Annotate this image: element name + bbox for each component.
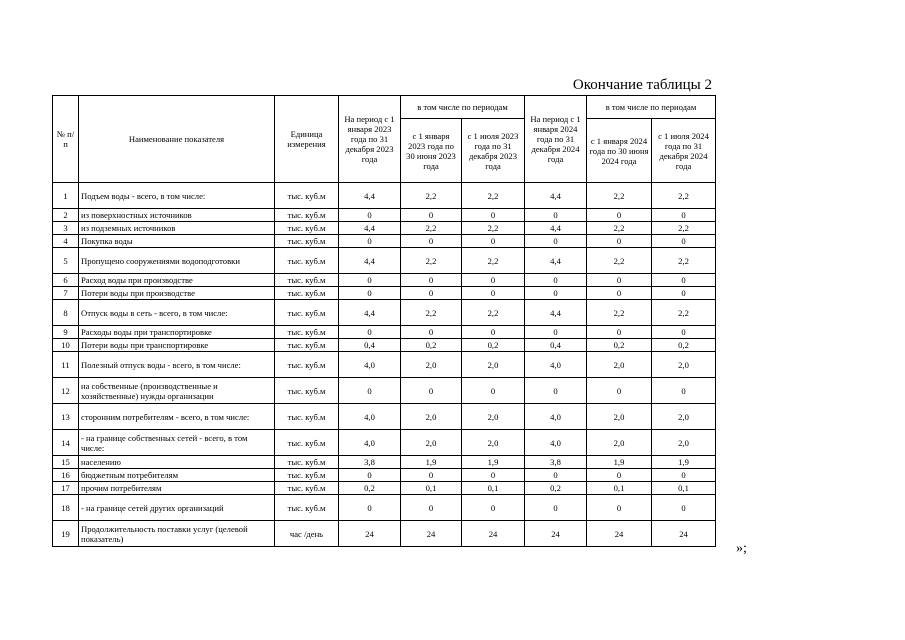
table-row bbox=[53, 287, 716, 300]
header-num: № п/п bbox=[53, 96, 79, 183]
header-incl-2023: в том числе по периодам bbox=[401, 96, 525, 119]
value-cell: 1,9 bbox=[462, 456, 525, 469]
value-cell: 4,4 bbox=[339, 300, 401, 326]
value-cell: 2,0 bbox=[587, 352, 652, 378]
table-row bbox=[53, 495, 716, 521]
table-row bbox=[53, 521, 716, 547]
value-cell: 0 bbox=[525, 378, 587, 404]
value-cell: 0,1 bbox=[587, 482, 652, 495]
row-number: 15 bbox=[53, 456, 79, 469]
value-cell: 4,4 bbox=[339, 248, 401, 274]
table-row bbox=[53, 326, 716, 339]
value-cell: 0 bbox=[652, 274, 716, 287]
row-number: 2 bbox=[53, 209, 79, 222]
row-number: 18 bbox=[53, 495, 79, 521]
value-cell: 0 bbox=[587, 274, 652, 287]
value-cell: 2,2 bbox=[652, 183, 716, 209]
unit-cell: тыс. куб.м bbox=[275, 469, 339, 482]
row-number: 8 bbox=[53, 300, 79, 326]
indicator-name: из подземных источников bbox=[79, 222, 275, 235]
indicator-name: населению bbox=[79, 456, 275, 469]
value-cell: 2,2 bbox=[587, 183, 652, 209]
header-period-2023: На период с 1 января 2023 года по 31 декабря 2023 года bbox=[339, 96, 401, 183]
value-cell: 0 bbox=[401, 287, 462, 300]
value-cell: 0 bbox=[462, 287, 525, 300]
value-cell: 0 bbox=[401, 378, 462, 404]
header-h2-2023: с 1 июля 2023 года по 31 декабря 2023 года bbox=[462, 119, 525, 183]
value-cell: 3,8 bbox=[339, 456, 401, 469]
value-cell: 4,4 bbox=[525, 248, 587, 274]
value-cell: 24 bbox=[401, 521, 462, 547]
value-cell: 0 bbox=[401, 274, 462, 287]
table-row bbox=[53, 209, 716, 222]
row-number: 13 bbox=[53, 404, 79, 430]
unit-cell: тыс. куб.м bbox=[275, 209, 339, 222]
value-cell: 0 bbox=[401, 469, 462, 482]
value-cell: 0 bbox=[401, 495, 462, 521]
unit-cell: тыс. куб.м bbox=[275, 352, 339, 378]
value-cell: 3,8 bbox=[525, 456, 587, 469]
value-cell: 0,2 bbox=[462, 339, 525, 352]
value-cell: 4,4 bbox=[525, 183, 587, 209]
value-cell: 0,4 bbox=[339, 339, 401, 352]
header-period-2024: На период с 1 января 2024 года по 31 декабря 2024 года bbox=[525, 96, 587, 183]
value-cell: 0 bbox=[525, 469, 587, 482]
value-cell: 0,2 bbox=[587, 339, 652, 352]
value-cell: 0 bbox=[587, 326, 652, 339]
value-cell: 0 bbox=[339, 469, 401, 482]
value-cell: 0 bbox=[525, 209, 587, 222]
value-cell: 2,2 bbox=[462, 248, 525, 274]
unit-cell: тыс. куб.м bbox=[275, 274, 339, 287]
header-h1-2023: с 1 января 2023 года по 30 июня 2023 года bbox=[401, 119, 462, 183]
value-cell: 2,0 bbox=[462, 430, 525, 456]
value-cell: 0 bbox=[462, 495, 525, 521]
unit-cell: тыс. куб.м bbox=[275, 248, 339, 274]
table-row bbox=[53, 222, 716, 235]
value-cell: 24 bbox=[525, 521, 587, 547]
value-cell: 0,4 bbox=[525, 339, 587, 352]
row-number: 3 bbox=[53, 222, 79, 235]
value-cell: 4,0 bbox=[525, 352, 587, 378]
indicator-name: Отпуск воды в сеть - всего, в том числе: bbox=[79, 300, 275, 326]
value-cell: 0 bbox=[652, 209, 716, 222]
indicators-table bbox=[52, 95, 716, 547]
value-cell: 24 bbox=[652, 521, 716, 547]
value-cell: 4,4 bbox=[339, 183, 401, 209]
indicator-name: Расходы воды при транспортировке bbox=[79, 326, 275, 339]
row-number: 9 bbox=[53, 326, 79, 339]
row-number: 12 bbox=[53, 378, 79, 404]
value-cell: 4,0 bbox=[339, 430, 401, 456]
value-cell: 0 bbox=[462, 235, 525, 248]
indicator-name: Полезный отпуск воды - всего, в том числе: bbox=[79, 352, 275, 378]
value-cell: 2,0 bbox=[401, 430, 462, 456]
table-row bbox=[53, 183, 716, 209]
indicator-name: Покупка воды bbox=[79, 235, 275, 248]
unit-cell: час /день bbox=[275, 521, 339, 547]
value-cell: 2,0 bbox=[652, 352, 716, 378]
row-number: 10 bbox=[53, 339, 79, 352]
table-row bbox=[53, 235, 716, 248]
value-cell: 2,0 bbox=[462, 404, 525, 430]
indicator-name: Пропущено сооружениями водоподготовки bbox=[79, 248, 275, 274]
value-cell: 0 bbox=[525, 235, 587, 248]
value-cell: 4,4 bbox=[339, 222, 401, 235]
value-cell: 0 bbox=[652, 326, 716, 339]
unit-cell: тыс. куб.м bbox=[275, 378, 339, 404]
value-cell: 0,2 bbox=[525, 482, 587, 495]
value-cell: 0 bbox=[652, 235, 716, 248]
header-incl-2024: в том числе по периодам bbox=[587, 96, 716, 119]
value-cell: 2,2 bbox=[462, 300, 525, 326]
value-cell: 0 bbox=[401, 209, 462, 222]
value-cell: 0 bbox=[339, 326, 401, 339]
header-name: Наименование показателя bbox=[79, 96, 275, 183]
value-cell: 2,0 bbox=[401, 404, 462, 430]
value-cell: 0,1 bbox=[462, 482, 525, 495]
value-cell: 2,2 bbox=[652, 300, 716, 326]
value-cell: 0 bbox=[652, 495, 716, 521]
value-cell: 24 bbox=[587, 521, 652, 547]
value-cell: 0 bbox=[652, 378, 716, 404]
value-cell: 2,2 bbox=[462, 222, 525, 235]
value-cell: 0 bbox=[401, 326, 462, 339]
indicator-name: сторонним потребителям - всего, в том числе: bbox=[79, 404, 275, 430]
value-cell: 0 bbox=[462, 378, 525, 404]
value-cell: 0 bbox=[525, 274, 587, 287]
value-cell: 1,9 bbox=[652, 456, 716, 469]
table-body bbox=[53, 183, 716, 547]
indicator-name: на собственные (производственные и хозяйственные) нужды организации bbox=[79, 378, 275, 404]
indicator-name: Потери воды при транспортировке bbox=[79, 339, 275, 352]
value-cell: 4,4 bbox=[525, 222, 587, 235]
value-cell: 2,2 bbox=[401, 222, 462, 235]
value-cell: 0 bbox=[401, 235, 462, 248]
unit-cell: тыс. куб.м bbox=[275, 326, 339, 339]
value-cell: 0,2 bbox=[401, 339, 462, 352]
value-cell: 0 bbox=[462, 274, 525, 287]
indicator-name: Продолжительность поставки услуг (целевой показатель) bbox=[79, 521, 275, 547]
value-cell: 4,0 bbox=[339, 404, 401, 430]
indicator-name: бюджетным потребителям bbox=[79, 469, 275, 482]
unit-cell: тыс. куб.м bbox=[275, 300, 339, 326]
table-row bbox=[53, 430, 716, 456]
table-row bbox=[53, 456, 716, 469]
value-cell: 24 bbox=[462, 521, 525, 547]
value-cell: 0 bbox=[587, 209, 652, 222]
value-cell: 2,2 bbox=[587, 248, 652, 274]
row-number: 6 bbox=[53, 274, 79, 287]
value-cell: 0 bbox=[339, 274, 401, 287]
row-number: 16 bbox=[53, 469, 79, 482]
value-cell: 0,1 bbox=[401, 482, 462, 495]
unit-cell: тыс. куб.м bbox=[275, 235, 339, 248]
table-row bbox=[53, 378, 716, 404]
table-row bbox=[53, 469, 716, 482]
unit-cell: тыс. куб.м bbox=[275, 183, 339, 209]
value-cell: 0 bbox=[525, 495, 587, 521]
table-row bbox=[53, 352, 716, 378]
value-cell: 0 bbox=[339, 378, 401, 404]
value-cell: 0 bbox=[339, 235, 401, 248]
value-cell: 0 bbox=[462, 469, 525, 482]
value-cell: 0 bbox=[462, 326, 525, 339]
value-cell: 4,0 bbox=[525, 430, 587, 456]
value-cell: 1,9 bbox=[587, 456, 652, 469]
unit-cell: тыс. куб.м bbox=[275, 404, 339, 430]
value-cell: 2,0 bbox=[401, 352, 462, 378]
unit-cell: тыс. куб.м bbox=[275, 287, 339, 300]
closing-quote: »; bbox=[736, 541, 747, 556]
unit-cell: тыс. куб.м bbox=[275, 456, 339, 469]
indicator-name: - на границе собственных сетей - всего, в том числе: bbox=[79, 430, 275, 456]
table-row bbox=[53, 274, 716, 287]
value-cell: 0 bbox=[525, 326, 587, 339]
unit-cell: тыс. куб.м bbox=[275, 339, 339, 352]
value-cell: 4,0 bbox=[339, 352, 401, 378]
unit-cell: тыс. куб.м bbox=[275, 482, 339, 495]
value-cell: 0 bbox=[587, 469, 652, 482]
indicator-name: Расход воды при производстве bbox=[79, 274, 275, 287]
value-cell: 0 bbox=[339, 495, 401, 521]
value-cell: 0,1 bbox=[652, 482, 716, 495]
value-cell: 2,0 bbox=[462, 352, 525, 378]
table-row bbox=[53, 300, 716, 326]
row-number: 14 bbox=[53, 430, 79, 456]
value-cell: 0 bbox=[652, 469, 716, 482]
row-number: 11 bbox=[53, 352, 79, 378]
header-h1-2024: с 1 января 2024 года по 30 июня 2024 года bbox=[587, 119, 652, 183]
header-unit: Единица измерения bbox=[275, 96, 339, 183]
indicator-name: - на границе сетей других организаций bbox=[79, 495, 275, 521]
table-row bbox=[53, 482, 716, 495]
value-cell: 0,2 bbox=[652, 339, 716, 352]
table-row bbox=[53, 404, 716, 430]
value-cell: 0 bbox=[587, 235, 652, 248]
indicator-name: прочим потребителям bbox=[79, 482, 275, 495]
value-cell: 2,0 bbox=[587, 430, 652, 456]
indicator-name: Подъем воды - всего, в том числе: bbox=[79, 183, 275, 209]
value-cell: 0 bbox=[339, 287, 401, 300]
value-cell: 2,2 bbox=[401, 248, 462, 274]
value-cell: 0 bbox=[339, 209, 401, 222]
table-caption: Окончание таблицы 2 bbox=[572, 77, 712, 93]
unit-cell: тыс. куб.м bbox=[275, 222, 339, 235]
value-cell: 2,2 bbox=[587, 222, 652, 235]
header-h2-2024: с 1 июля 2024 года по 31 декабря 2024 года bbox=[652, 119, 716, 183]
unit-cell: тыс. куб.м bbox=[275, 430, 339, 456]
indicator-name: Потери воды при производстве bbox=[79, 287, 275, 300]
indicator-name: из поверхностных источников bbox=[79, 209, 275, 222]
table-row bbox=[53, 339, 716, 352]
row-number: 4 bbox=[53, 235, 79, 248]
value-cell: 0 bbox=[525, 287, 587, 300]
row-number: 19 bbox=[53, 521, 79, 547]
value-cell: 24 bbox=[339, 521, 401, 547]
row-number: 17 bbox=[53, 482, 79, 495]
value-cell: 2,2 bbox=[652, 248, 716, 274]
value-cell: 1,9 bbox=[401, 456, 462, 469]
value-cell: 2,0 bbox=[587, 404, 652, 430]
value-cell: 4,0 bbox=[525, 404, 587, 430]
value-cell: 0,2 bbox=[339, 482, 401, 495]
value-cell: 2,2 bbox=[401, 183, 462, 209]
row-number: 5 bbox=[53, 248, 79, 274]
value-cell: 4,4 bbox=[525, 300, 587, 326]
value-cell: 0 bbox=[462, 209, 525, 222]
value-cell: 2,0 bbox=[652, 404, 716, 430]
value-cell: 0 bbox=[587, 287, 652, 300]
value-cell: 0 bbox=[587, 378, 652, 404]
value-cell: 2,2 bbox=[652, 222, 716, 235]
value-cell: 0 bbox=[652, 287, 716, 300]
table-row bbox=[53, 248, 716, 274]
value-cell: 2,2 bbox=[401, 300, 462, 326]
value-cell: 2,2 bbox=[587, 300, 652, 326]
row-number: 7 bbox=[53, 287, 79, 300]
value-cell: 2,2 bbox=[462, 183, 525, 209]
value-cell: 2,0 bbox=[652, 430, 716, 456]
row-number: 1 bbox=[53, 183, 79, 209]
value-cell: 0 bbox=[587, 495, 652, 521]
unit-cell: тыс. куб.м bbox=[275, 495, 339, 521]
